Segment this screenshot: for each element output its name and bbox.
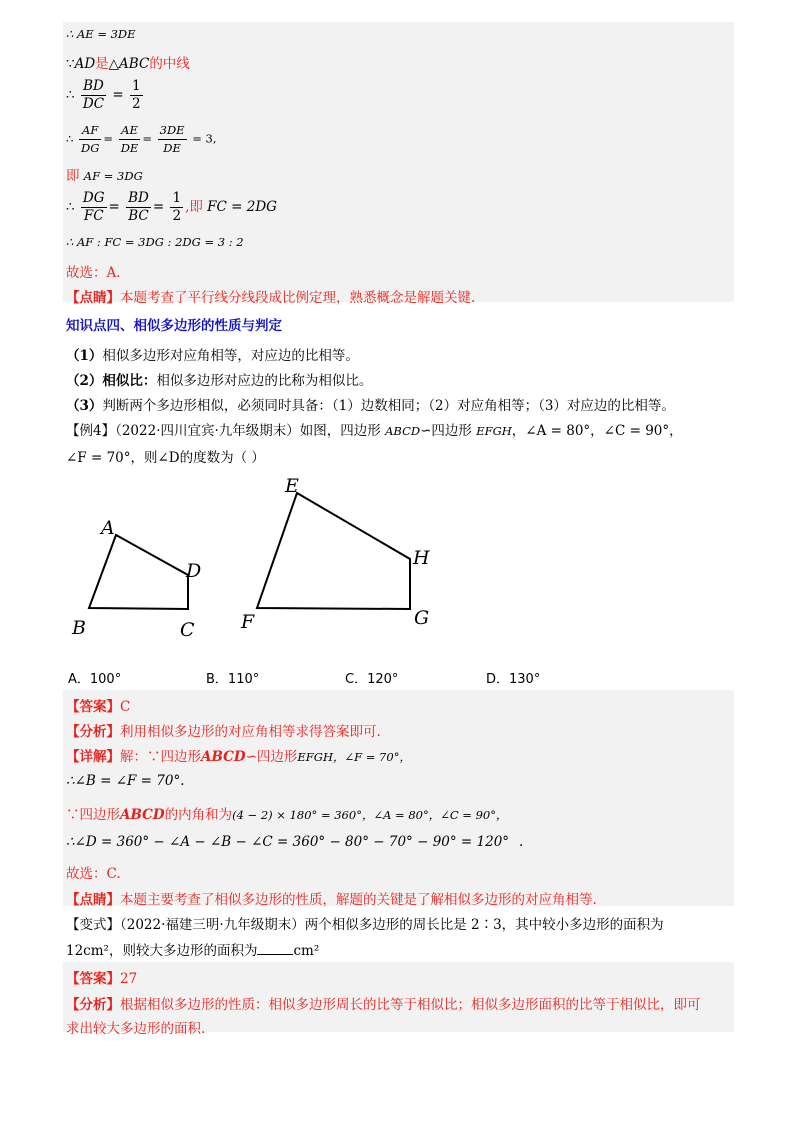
- step-ae: ∴ AE = 3DE: [66, 27, 136, 41]
- point-1: （1）相似多边形对应角相等，对应边的比相等。: [66, 348, 359, 364]
- answer-line: 【答案】C: [66, 699, 131, 715]
- analysis-line: 【分析】利用相似多边形的对应角相等求得答案即可.: [66, 724, 381, 740]
- example-question-2: ∠F = 70°，则∠D的度数为（ ）: [66, 450, 265, 466]
- label-f: F: [241, 611, 255, 633]
- option-a: A．100°: [68, 672, 122, 687]
- fraction: $\frac{3DE}{DE}$: [159, 123, 185, 155]
- fraction: $\frac{AF}{DG}$: [80, 123, 100, 155]
- option-c: C．120°: [345, 672, 399, 687]
- variant-question: 【变式】（2022·福建三明·九年级期末）两个相似多边形的周长比是 2∶3，其中较小多边形的面积为: [66, 917, 664, 933]
- step-af-eq: 即 AF = 3DG: [66, 168, 143, 184]
- point-3: （3）判断两个多边形相似，必须同时具备：（1）边数相同；（2）对应角相等；（3）对应边的比相等。: [66, 398, 675, 414]
- step-dg-fc: ∴ $\frac{DG}{FC}$ = $\frac{BD}{BC}$ = $\frac{1}{2}$ ,即 FC = 2DG: [66, 190, 277, 224]
- step-angle-d: ∴∠D = 360° − ∠A − ∠B − ∠C = 360° − 80° − 70° − 90° = 120° .: [66, 834, 524, 850]
- example-question: 【例4】（2022·四川宜宾·九年级期末）如图，四边形 ABCD∽四边形 EFGH，∠A = 80°，∠C = 90°，: [66, 423, 683, 439]
- label-a: A: [101, 517, 115, 539]
- step-median: ∵AD是△ABC的中线: [66, 56, 190, 72]
- quadrilateral-abcd: [89, 535, 188, 609]
- step-ratio: ∴ AF : FC = 3DG : 2DG = 3 : 2: [66, 235, 244, 249]
- detail-line: 【详解】解：∵四边形ABCD∽四边形EFGH，∠F = 70°，: [66, 749, 411, 765]
- answer-blank: [257, 942, 293, 955]
- option-d: D．130°: [486, 672, 541, 687]
- answer-c: 故选：C.: [66, 866, 121, 882]
- point-2: （2）相似比：相似多边形对应边的比称为相似比。: [66, 373, 373, 389]
- label-e: E: [285, 475, 299, 497]
- answer-a: 故选：A.: [66, 265, 121, 281]
- remark-1: 【点睛】本题考查了平行线分线段成比例定理，熟悉概念是解题关键.: [66, 290, 476, 306]
- fraction: $\frac{BD}{DC}$: [82, 78, 105, 112]
- variant-answer: 【答案】27: [66, 971, 138, 987]
- step-af-dg: ∴ $\frac{AF}{DG}$ = $\frac{AE}{DE}$ = $\frac{3DE}{DE}$ = 3,: [66, 123, 217, 155]
- fraction: $\frac{DG}{FC}$: [82, 190, 105, 224]
- step-b-eq-f: ∴∠B = ∠F = 70°.: [66, 773, 185, 789]
- variant-question-2: 12cm²，则较大多边形的面积为 cm²: [66, 943, 320, 959]
- label-c: C: [180, 619, 195, 641]
- step-bd-dc: ∴ $\frac{BD}{DC}$ = $\frac{1}{2}$: [66, 78, 141, 112]
- label-b: B: [72, 617, 86, 639]
- fraction: $\frac{1}{2}$: [172, 190, 182, 224]
- fraction: $\frac{BD}{BC}$: [128, 190, 149, 224]
- remark-2: 【点睛】本题主要考查了相似多边形的性质，解题的关键是了解相似多边形的对应角相等.: [66, 892, 597, 908]
- section-heading: 知识点四、相似多边形的性质与判定: [66, 318, 282, 334]
- option-b: B．110°: [206, 672, 260, 687]
- quadrilateral-efgh: [257, 493, 410, 609]
- fraction: $\frac{1}{2}$: [131, 78, 141, 112]
- quadrilateral-figure: [0, 472, 800, 652]
- label-g: G: [414, 607, 430, 629]
- label-d: D: [186, 560, 202, 582]
- fraction: $\frac{AE}{DE}$: [120, 123, 139, 155]
- variant-analysis: 【分析】根据相似多边形的性质：相似多边形周长的比等于相似比；相似多边形面积的比等于相似比，即可: [66, 997, 701, 1013]
- variant-analysis-2: 求出较大多边形的面积.: [66, 1021, 206, 1037]
- label-h: H: [413, 547, 430, 569]
- step-interior-sum: ∵四边形ABCD的内角和为(4 − 2) × 180° = 360°，∠A = 80°，∠C = 90°，: [66, 807, 508, 823]
